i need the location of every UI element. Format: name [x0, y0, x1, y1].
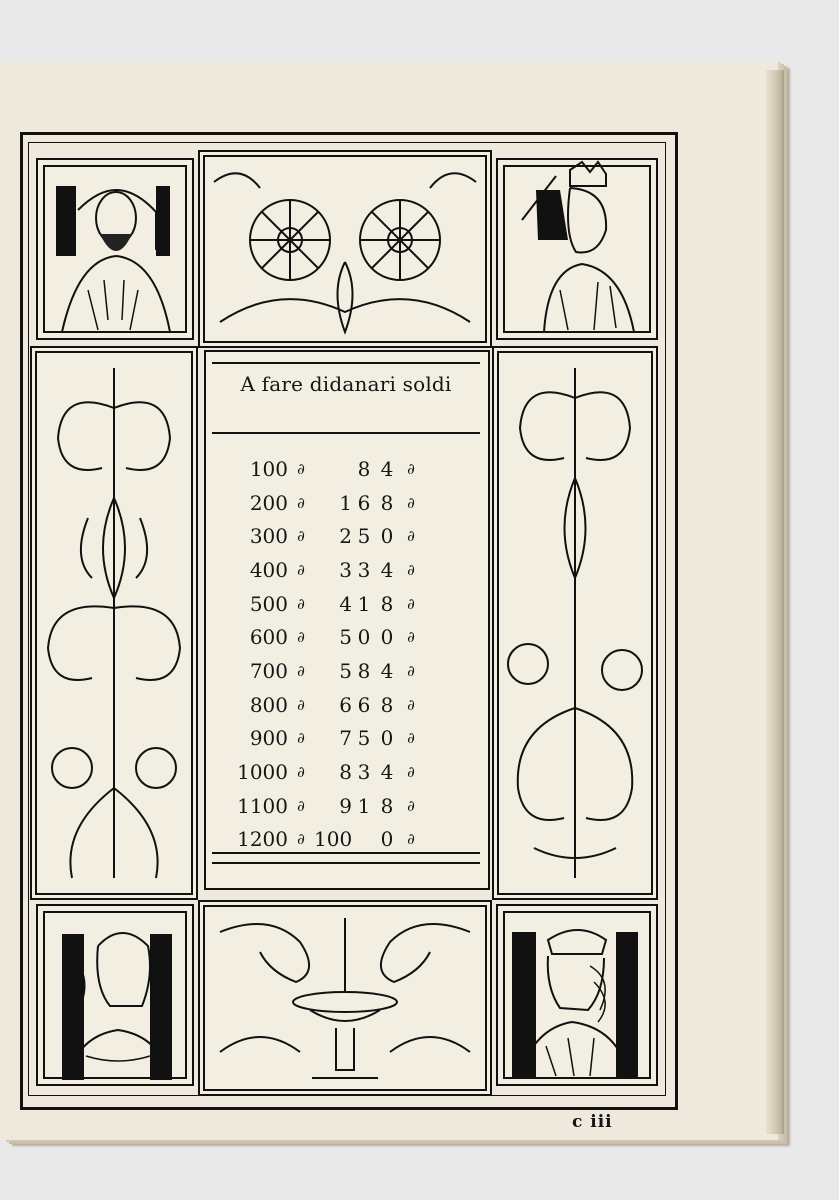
table-row — [230, 688, 470, 722]
ornament-fountain-dolphins-bottom — [198, 900, 492, 1096]
table-row — [230, 654, 470, 688]
amount-cell: 500 — [249, 591, 288, 616]
denari-symbol: ∂ — [407, 661, 415, 680]
value-c-cell: 4 — [380, 456, 394, 481]
denari-symbol: ∂ — [407, 527, 415, 546]
table-rule-bottom — [212, 852, 480, 854]
denari-symbol: ∂ — [407, 796, 415, 815]
value-b-cell: 8 — [357, 658, 371, 683]
value-c-cell: 8 — [380, 490, 394, 515]
denari-symbol: ∂ — [297, 594, 305, 613]
value-a-cell: 3 — [339, 557, 352, 582]
table-row — [230, 452, 470, 486]
value-b-cell: 6 — [357, 692, 371, 717]
table-row — [230, 789, 470, 823]
value-b-cell: 3 — [357, 557, 371, 582]
portrait-young-man-bottom-right — [496, 904, 658, 1086]
amount-cell: 400 — [249, 557, 288, 582]
value-a-cell: 5 — [339, 658, 352, 683]
denari-symbol: ∂ — [297, 459, 305, 478]
amount-cell: 900 — [249, 726, 288, 751]
value-b-cell: 6 — [357, 490, 371, 515]
denari-symbol: ∂ — [297, 830, 305, 849]
table-row — [230, 620, 470, 654]
value-b-cell: 3 — [357, 760, 371, 785]
portrait-bearded-saint-top-left — [36, 158, 194, 340]
value-c-cell: 0 — [380, 625, 394, 650]
table-row — [230, 519, 470, 553]
value-b-cell: 5 — [357, 726, 371, 751]
value-c-cell: 0 — [380, 524, 394, 549]
ornament-foliage-left — [30, 346, 198, 900]
ornament-rosettes-top — [198, 150, 492, 348]
denari-symbol: ∂ — [297, 493, 305, 512]
table-row — [230, 587, 470, 621]
value-b-cell: 8 — [357, 456, 371, 481]
amount-cell: 100 — [249, 456, 288, 481]
value-a-cell: 7 — [339, 726, 352, 751]
value-a-cell: 9 — [339, 793, 352, 818]
ornament-foliage-right — [492, 346, 658, 900]
amount-cell: 1200 — [237, 827, 288, 852]
table-row — [230, 722, 470, 756]
title-rule-top — [212, 362, 480, 364]
page-edges — [766, 70, 784, 1134]
denari-symbol: ∂ — [297, 527, 305, 546]
value-c-cell: 0 — [380, 726, 394, 751]
amount-cell: 700 — [249, 658, 288, 683]
value-c-cell: 8 — [380, 692, 394, 717]
title-rule-bottom — [212, 432, 480, 434]
denari-symbol: ∂ — [297, 796, 305, 815]
denari-symbol: ∂ — [297, 729, 305, 748]
conversion-table — [230, 452, 470, 856]
value-c-cell: 4 — [380, 658, 394, 683]
value-a-cell: 100 — [314, 827, 353, 852]
value-c-cell: 4 — [380, 760, 394, 785]
value-c-cell: 8 — [380, 591, 394, 616]
value-a-cell: 5 — [339, 625, 352, 650]
value-a-cell: 2 — [339, 524, 352, 549]
portrait-lady-bottom-left — [36, 904, 194, 1086]
denari-symbol: ∂ — [297, 661, 305, 680]
denari-symbol: ∂ — [407, 729, 415, 748]
denari-symbol: ∂ — [407, 628, 415, 647]
denari-symbol: ∂ — [407, 560, 415, 579]
page-title: A fare didanari soldi — [240, 372, 452, 396]
page-number: c iii — [572, 1112, 613, 1132]
value-a-cell: 8 — [339, 760, 352, 785]
value-c-cell: 0 — [380, 827, 394, 852]
value-b-cell: 1 — [357, 591, 371, 616]
table-row — [230, 553, 470, 587]
denari-symbol: ∂ — [407, 695, 415, 714]
amount-cell: 800 — [249, 692, 288, 717]
value-a-cell: 6 — [339, 692, 352, 717]
denari-symbol: ∂ — [297, 628, 305, 647]
amount-cell: 600 — [249, 625, 288, 650]
table-row — [230, 755, 470, 789]
value-a-cell: 4 — [339, 591, 352, 616]
table-rule-bottom-2 — [212, 862, 480, 864]
value-b-cell: 5 — [357, 524, 371, 549]
denari-symbol: ∂ — [407, 493, 415, 512]
amount-cell: 1100 — [237, 793, 288, 818]
portrait-crowned-king-top-right — [496, 158, 658, 340]
denari-symbol: ∂ — [407, 830, 415, 849]
denari-symbol: ∂ — [407, 763, 415, 782]
value-c-cell: 8 — [380, 793, 394, 818]
table-row — [230, 486, 470, 520]
amount-cell: 200 — [249, 490, 288, 515]
denari-symbol: ∂ — [297, 763, 305, 782]
value-b-cell: 0 — [357, 625, 371, 650]
amount-cell: 300 — [249, 524, 288, 549]
value-b-cell: 1 — [357, 793, 371, 818]
value-a-cell: 1 — [339, 490, 352, 515]
denari-symbol: ∂ — [407, 459, 415, 478]
value-c-cell: 4 — [380, 557, 394, 582]
amount-cell: 1000 — [237, 760, 288, 785]
denari-symbol: ∂ — [297, 695, 305, 714]
denari-symbol: ∂ — [407, 594, 415, 613]
denari-symbol: ∂ — [297, 560, 305, 579]
